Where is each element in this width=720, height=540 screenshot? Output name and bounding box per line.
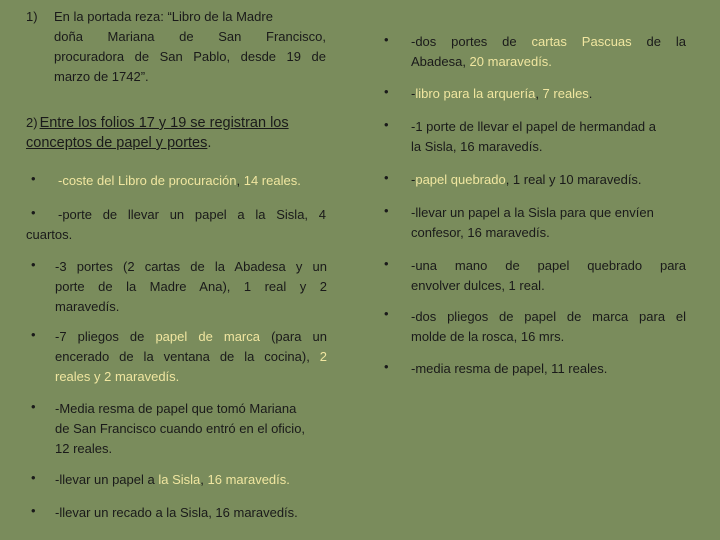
bullet: • <box>31 470 36 485</box>
paragraph-1-number: 1) <box>26 9 38 24</box>
bullet: • <box>31 327 36 342</box>
p1-line-2: doña Mariana de San Francisco, <box>54 29 326 44</box>
bullet: • <box>384 170 389 185</box>
p2-number: 2) <box>26 115 38 130</box>
bullet: • <box>384 117 389 132</box>
left-item-1: -coste del Libro de procuración, 14 reales. <box>58 173 301 188</box>
left-item-6: -llevar un papel a la Sisla, 16 maravedís. <box>55 472 290 487</box>
left-item-7: -llevar un recado a la Sisla, 16 maravedís. <box>55 505 298 520</box>
left-item-4: -7 pliegos de papel de marca (para un encerado de la ventana de la cocina), 2 reales y 2 maravedís. <box>55 329 327 384</box>
right-item-4: -papel quebrado, 1 real y 10 maravedís. <box>411 172 642 187</box>
bullet: • <box>384 359 389 374</box>
bullet: • <box>384 256 389 271</box>
right-item-8: -media resma de papel, 11 reales. <box>411 361 608 376</box>
bullet: • <box>384 203 389 218</box>
paragraph-1 <box>54 7 326 87</box>
bullet: • <box>31 503 36 518</box>
right-item-2: -libro para la arquería, 7 reales. <box>411 86 593 101</box>
p2-line-1: Entre los folios 17 y 19 se registran los <box>39 115 289 131</box>
p1-line-4: marzo de 1742”. <box>54 69 149 84</box>
right-item-1: -dos portes de cartas Pascuas de la Abadesa, 20 maravedís. <box>411 34 686 69</box>
bullet: • <box>31 205 36 220</box>
bullet: • <box>384 306 389 321</box>
p1-line-1: En la portada reza: “Libro de la Madre <box>54 9 273 24</box>
bullet: • <box>31 257 36 272</box>
p1-line-3: procuradora de San Pablo, desde 19 de <box>54 49 326 64</box>
right-item-5: -llevar un papel a la Sisla para que envíen confesor, 16 maravedís. <box>411 205 654 240</box>
left-item-2: -porte de llevar un papel a la Sisla, 4 cuartos. <box>26 207 326 242</box>
bullet: • <box>31 171 36 186</box>
right-item-7: -dos pliegos de papel de marca para el molde de la rosca, 16 mrs. <box>411 309 686 344</box>
bullet: • <box>31 399 36 414</box>
right-item-6: -una mano de papel quebrado para envolver dulces, 1 real. <box>411 258 686 293</box>
bullet: • <box>384 84 389 99</box>
left-item-3: -3 portes (2 cartas de la Abadesa y un porte de la Madre Ana), 1 real y 2 maravedís. <box>55 259 327 314</box>
paragraph-2 <box>26 113 328 153</box>
p2-dot: . <box>207 135 212 151</box>
bullet: • <box>384 32 389 47</box>
right-item-3: -1 porte de llevar el papel de hermandad a la Sisla, 16 maravedís. <box>411 119 656 154</box>
p2-line-2: conceptos de papel y portes <box>26 135 208 151</box>
left-item-5: -Media resma de papel que tomó Mariana de San Francisco cuando entró en el oficio, 12 reales. <box>55 401 306 456</box>
